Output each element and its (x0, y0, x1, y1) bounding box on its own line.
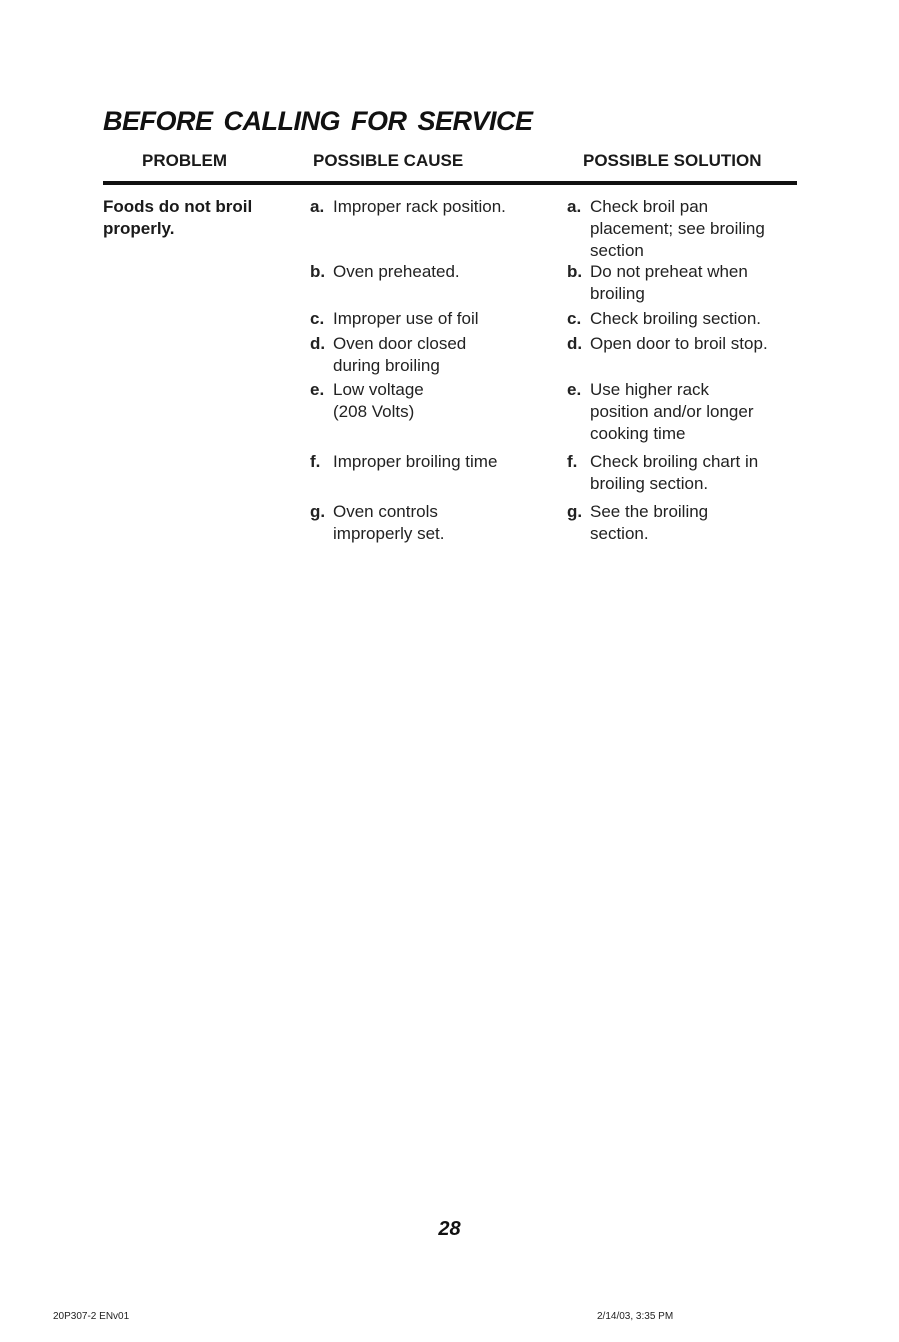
problem-line: Foods do not broil (103, 197, 253, 216)
solution-line: See the broiling (590, 502, 709, 521)
solution-text (590, 196, 765, 262)
solution-letter: a. (567, 197, 582, 216)
solution-line: section (590, 241, 644, 260)
column-header-problem: PROBLEM (142, 151, 227, 170)
cause-line: Improper use of foil (333, 309, 479, 328)
cause-text (333, 379, 424, 423)
solution-line: position and/or longer (590, 402, 754, 421)
solution-line: cooking time (590, 424, 686, 443)
column-header-solution: POSSIBLE SOLUTION (583, 151, 762, 170)
cause-line: Oven preheated. (333, 262, 460, 281)
cause-letter: g. (310, 502, 326, 521)
solution-line: placement; see broiling (590, 219, 765, 238)
cause-letter: e. (310, 380, 325, 399)
cause-text (333, 261, 460, 283)
solution-line: broiling section. (590, 474, 709, 493)
solution-text (590, 451, 758, 495)
cause-line: improperly set. (333, 524, 445, 543)
solution-text (590, 261, 748, 305)
header-divider (103, 181, 797, 185)
solution-line: section. (590, 524, 649, 543)
problem-line: properly. (103, 219, 175, 238)
cause-text (333, 501, 444, 545)
cause-line: (208 Volts) (333, 402, 415, 421)
solution-text (590, 308, 761, 330)
solution-text (590, 379, 754, 445)
solution-line: Check broil pan (590, 197, 709, 216)
cause-letter: c. (310, 309, 325, 328)
solution-line: Check broiling section. (590, 309, 762, 328)
solution-text (590, 333, 768, 355)
cause-line: Improper broiling time (333, 452, 498, 471)
footer-document-code: 20P307-2 ENv01 (53, 1311, 130, 1322)
solution-letter: e. (567, 380, 582, 399)
cause-line: Oven controls (333, 502, 438, 521)
solution-letter: d. (567, 334, 583, 353)
solution-line: Use higher rack (590, 380, 710, 399)
page-title: BEFORE CALLING FOR SERVICE (103, 106, 533, 136)
solution-letter: g. (567, 502, 583, 521)
column-header-cause: POSSIBLE CAUSE (313, 151, 464, 170)
cause-text (333, 333, 466, 377)
cause-line: Oven door closed (333, 334, 467, 353)
cause-letter: f. (310, 452, 321, 471)
footer-timestamp: 2/14/03, 3:35 PM (597, 1311, 674, 1322)
solution-line: broiling (590, 284, 645, 303)
page-number: 28 (438, 1218, 461, 1240)
solution-text (590, 501, 708, 545)
solution-line: Open door to broil stop. (590, 334, 768, 353)
cause-line: Improper rack position. (333, 197, 506, 216)
cause-letter: b. (310, 262, 326, 281)
solution-line: Check broiling chart in (590, 452, 759, 471)
cause-line: during broiling (333, 356, 440, 375)
cause-text (333, 308, 479, 330)
solution-line: Do not preheat when (590, 262, 748, 281)
solution-letter: f. (567, 452, 578, 471)
solution-letter: c. (567, 309, 582, 328)
problem-description (103, 196, 283, 240)
cause-text (333, 451, 497, 473)
solution-letter: b. (567, 262, 583, 281)
cause-line: Low voltage (333, 380, 424, 399)
cause-text (333, 196, 506, 218)
cause-letter: a. (310, 197, 325, 216)
cause-letter: d. (310, 334, 326, 353)
